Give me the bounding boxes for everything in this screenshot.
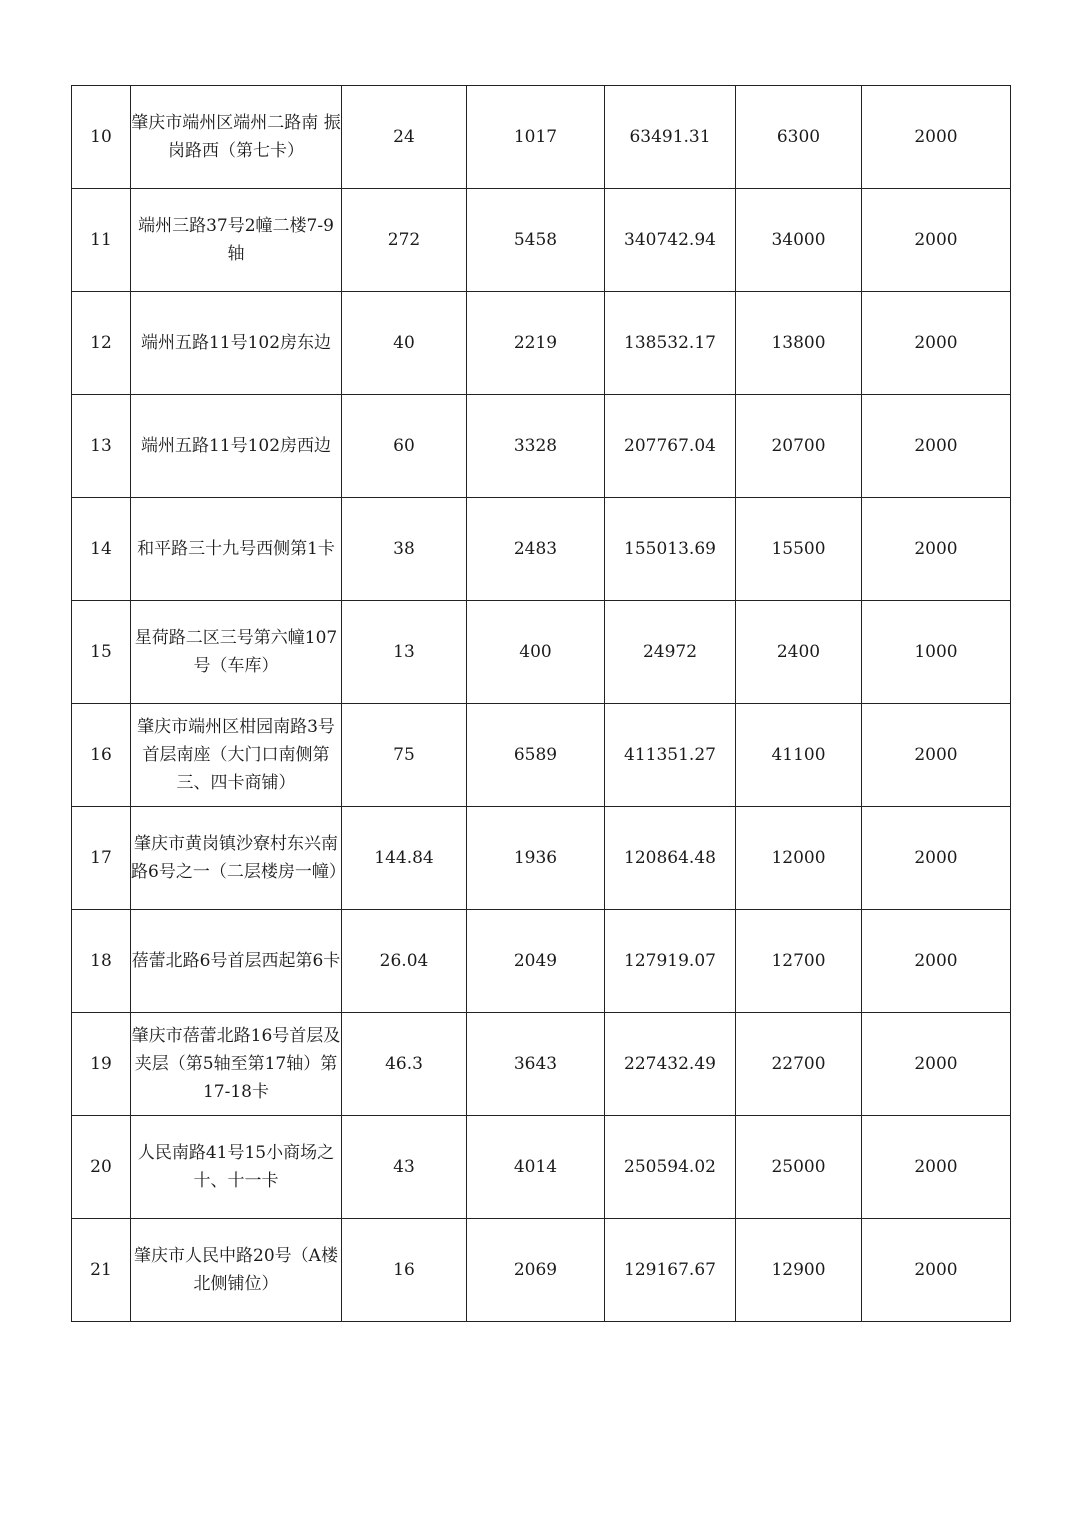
- amount-cell: 155013.69: [605, 498, 736, 601]
- amount-cell: 120864.48: [605, 807, 736, 910]
- value-cell: 1936: [467, 807, 605, 910]
- value-cell: 5458: [467, 189, 605, 292]
- value-cell: 4014: [467, 1116, 605, 1219]
- address-cell: 端州五路11号102房西边: [131, 395, 342, 498]
- address-cell: 肇庆市蓓蕾北路16号首层及夹层（第5轴至第17轴）第17-18卡: [131, 1013, 342, 1116]
- area-cell: 60: [342, 395, 467, 498]
- area-cell: 144.84: [342, 807, 467, 910]
- area-cell: 24: [342, 86, 467, 189]
- table-row: [72, 189, 1011, 292]
- increment-cell: 2000: [862, 1219, 1011, 1322]
- area-cell: 16: [342, 1219, 467, 1322]
- row-number-cell: 11: [72, 189, 131, 292]
- deposit-cell: 34000: [736, 189, 862, 292]
- area-cell: 38: [342, 498, 467, 601]
- value-cell: 2069: [467, 1219, 605, 1322]
- area-cell: 40: [342, 292, 467, 395]
- amount-cell: 138532.17: [605, 292, 736, 395]
- amount-cell: 411351.27: [605, 704, 736, 807]
- amount-cell: 250594.02: [605, 1116, 736, 1219]
- deposit-cell: 6300: [736, 86, 862, 189]
- value-cell: 1017: [467, 86, 605, 189]
- row-number-cell: 16: [72, 704, 131, 807]
- amount-cell: 207767.04: [605, 395, 736, 498]
- address-cell: 肇庆市人民中路20号（A楼北侧铺位）: [131, 1219, 342, 1322]
- row-number-cell: 20: [72, 1116, 131, 1219]
- increment-cell: 2000: [862, 807, 1011, 910]
- row-number-cell: 19: [72, 1013, 131, 1116]
- area-cell: 26.04: [342, 910, 467, 1013]
- increment-cell: 2000: [862, 1116, 1011, 1219]
- value-cell: 2483: [467, 498, 605, 601]
- increment-cell: 2000: [862, 1013, 1011, 1116]
- row-number-cell: 14: [72, 498, 131, 601]
- address-cell: 蓓蕾北路6号首层西起第6卡: [131, 910, 342, 1013]
- address-cell: 肇庆市端州区端州二路南 振岗路西（第七卡）: [131, 86, 342, 189]
- increment-cell: 2000: [862, 704, 1011, 807]
- amount-cell: 63491.31: [605, 86, 736, 189]
- table-row: [72, 704, 1011, 807]
- table-row: [72, 910, 1011, 1013]
- area-cell: 272: [342, 189, 467, 292]
- row-number-cell: 13: [72, 395, 131, 498]
- table-row: [72, 1219, 1011, 1322]
- area-cell: 75: [342, 704, 467, 807]
- property-table: [71, 85, 1011, 1322]
- table-row: [72, 498, 1011, 601]
- deposit-cell: 15500: [736, 498, 862, 601]
- value-cell: 2219: [467, 292, 605, 395]
- deposit-cell: 12000: [736, 807, 862, 910]
- deposit-cell: 22700: [736, 1013, 862, 1116]
- value-cell: 400: [467, 601, 605, 704]
- deposit-cell: 25000: [736, 1116, 862, 1219]
- value-cell: 2049: [467, 910, 605, 1013]
- row-number-cell: 10: [72, 86, 131, 189]
- amount-cell: 129167.67: [605, 1219, 736, 1322]
- deposit-cell: 20700: [736, 395, 862, 498]
- value-cell: 3328: [467, 395, 605, 498]
- table-row: [72, 1116, 1011, 1219]
- increment-cell: 2000: [862, 910, 1011, 1013]
- table-row: [72, 86, 1011, 189]
- row-number-cell: 21: [72, 1219, 131, 1322]
- row-number-cell: 15: [72, 601, 131, 704]
- row-number-cell: 17: [72, 807, 131, 910]
- value-cell: 6589: [467, 704, 605, 807]
- increment-cell: 1000: [862, 601, 1011, 704]
- row-number-cell: 18: [72, 910, 131, 1013]
- address-cell: 肇庆市黄岗镇沙寮村东兴南路6号之一（二层楼房一幢）: [131, 807, 342, 910]
- amount-cell: 227432.49: [605, 1013, 736, 1116]
- row-number-cell: 12: [72, 292, 131, 395]
- table-body: [72, 86, 1011, 1322]
- address-cell: 端州五路11号102房东边: [131, 292, 342, 395]
- increment-cell: 2000: [862, 189, 1011, 292]
- value-cell: 3643: [467, 1013, 605, 1116]
- deposit-cell: 13800: [736, 292, 862, 395]
- increment-cell: 2000: [862, 86, 1011, 189]
- amount-cell: 24972: [605, 601, 736, 704]
- table-row: [72, 601, 1011, 704]
- area-cell: 43: [342, 1116, 467, 1219]
- table-row: [72, 395, 1011, 498]
- area-cell: 13: [342, 601, 467, 704]
- increment-cell: 2000: [862, 395, 1011, 498]
- amount-cell: 127919.07: [605, 910, 736, 1013]
- area-cell: 46.3: [342, 1013, 467, 1116]
- increment-cell: 2000: [862, 498, 1011, 601]
- address-cell: 端州三路37号2幢二楼7-9轴: [131, 189, 342, 292]
- address-cell: 肇庆市端州区柑园南路3号首层南座（大门口南侧第三、四卡商铺）: [131, 704, 342, 807]
- address-cell: 人民南路41号15小商场之十、十一卡: [131, 1116, 342, 1219]
- deposit-cell: 2400: [736, 601, 862, 704]
- address-cell: 星荷路二区三号第六幢107号（车库）: [131, 601, 342, 704]
- deposit-cell: 12900: [736, 1219, 862, 1322]
- table-row: [72, 807, 1011, 910]
- deposit-cell: 41100: [736, 704, 862, 807]
- amount-cell: 340742.94: [605, 189, 736, 292]
- increment-cell: 2000: [862, 292, 1011, 395]
- table-row: [72, 1013, 1011, 1116]
- deposit-cell: 12700: [736, 910, 862, 1013]
- address-cell: 和平路三十九号西侧第1卡: [131, 498, 342, 601]
- table-row: [72, 292, 1011, 395]
